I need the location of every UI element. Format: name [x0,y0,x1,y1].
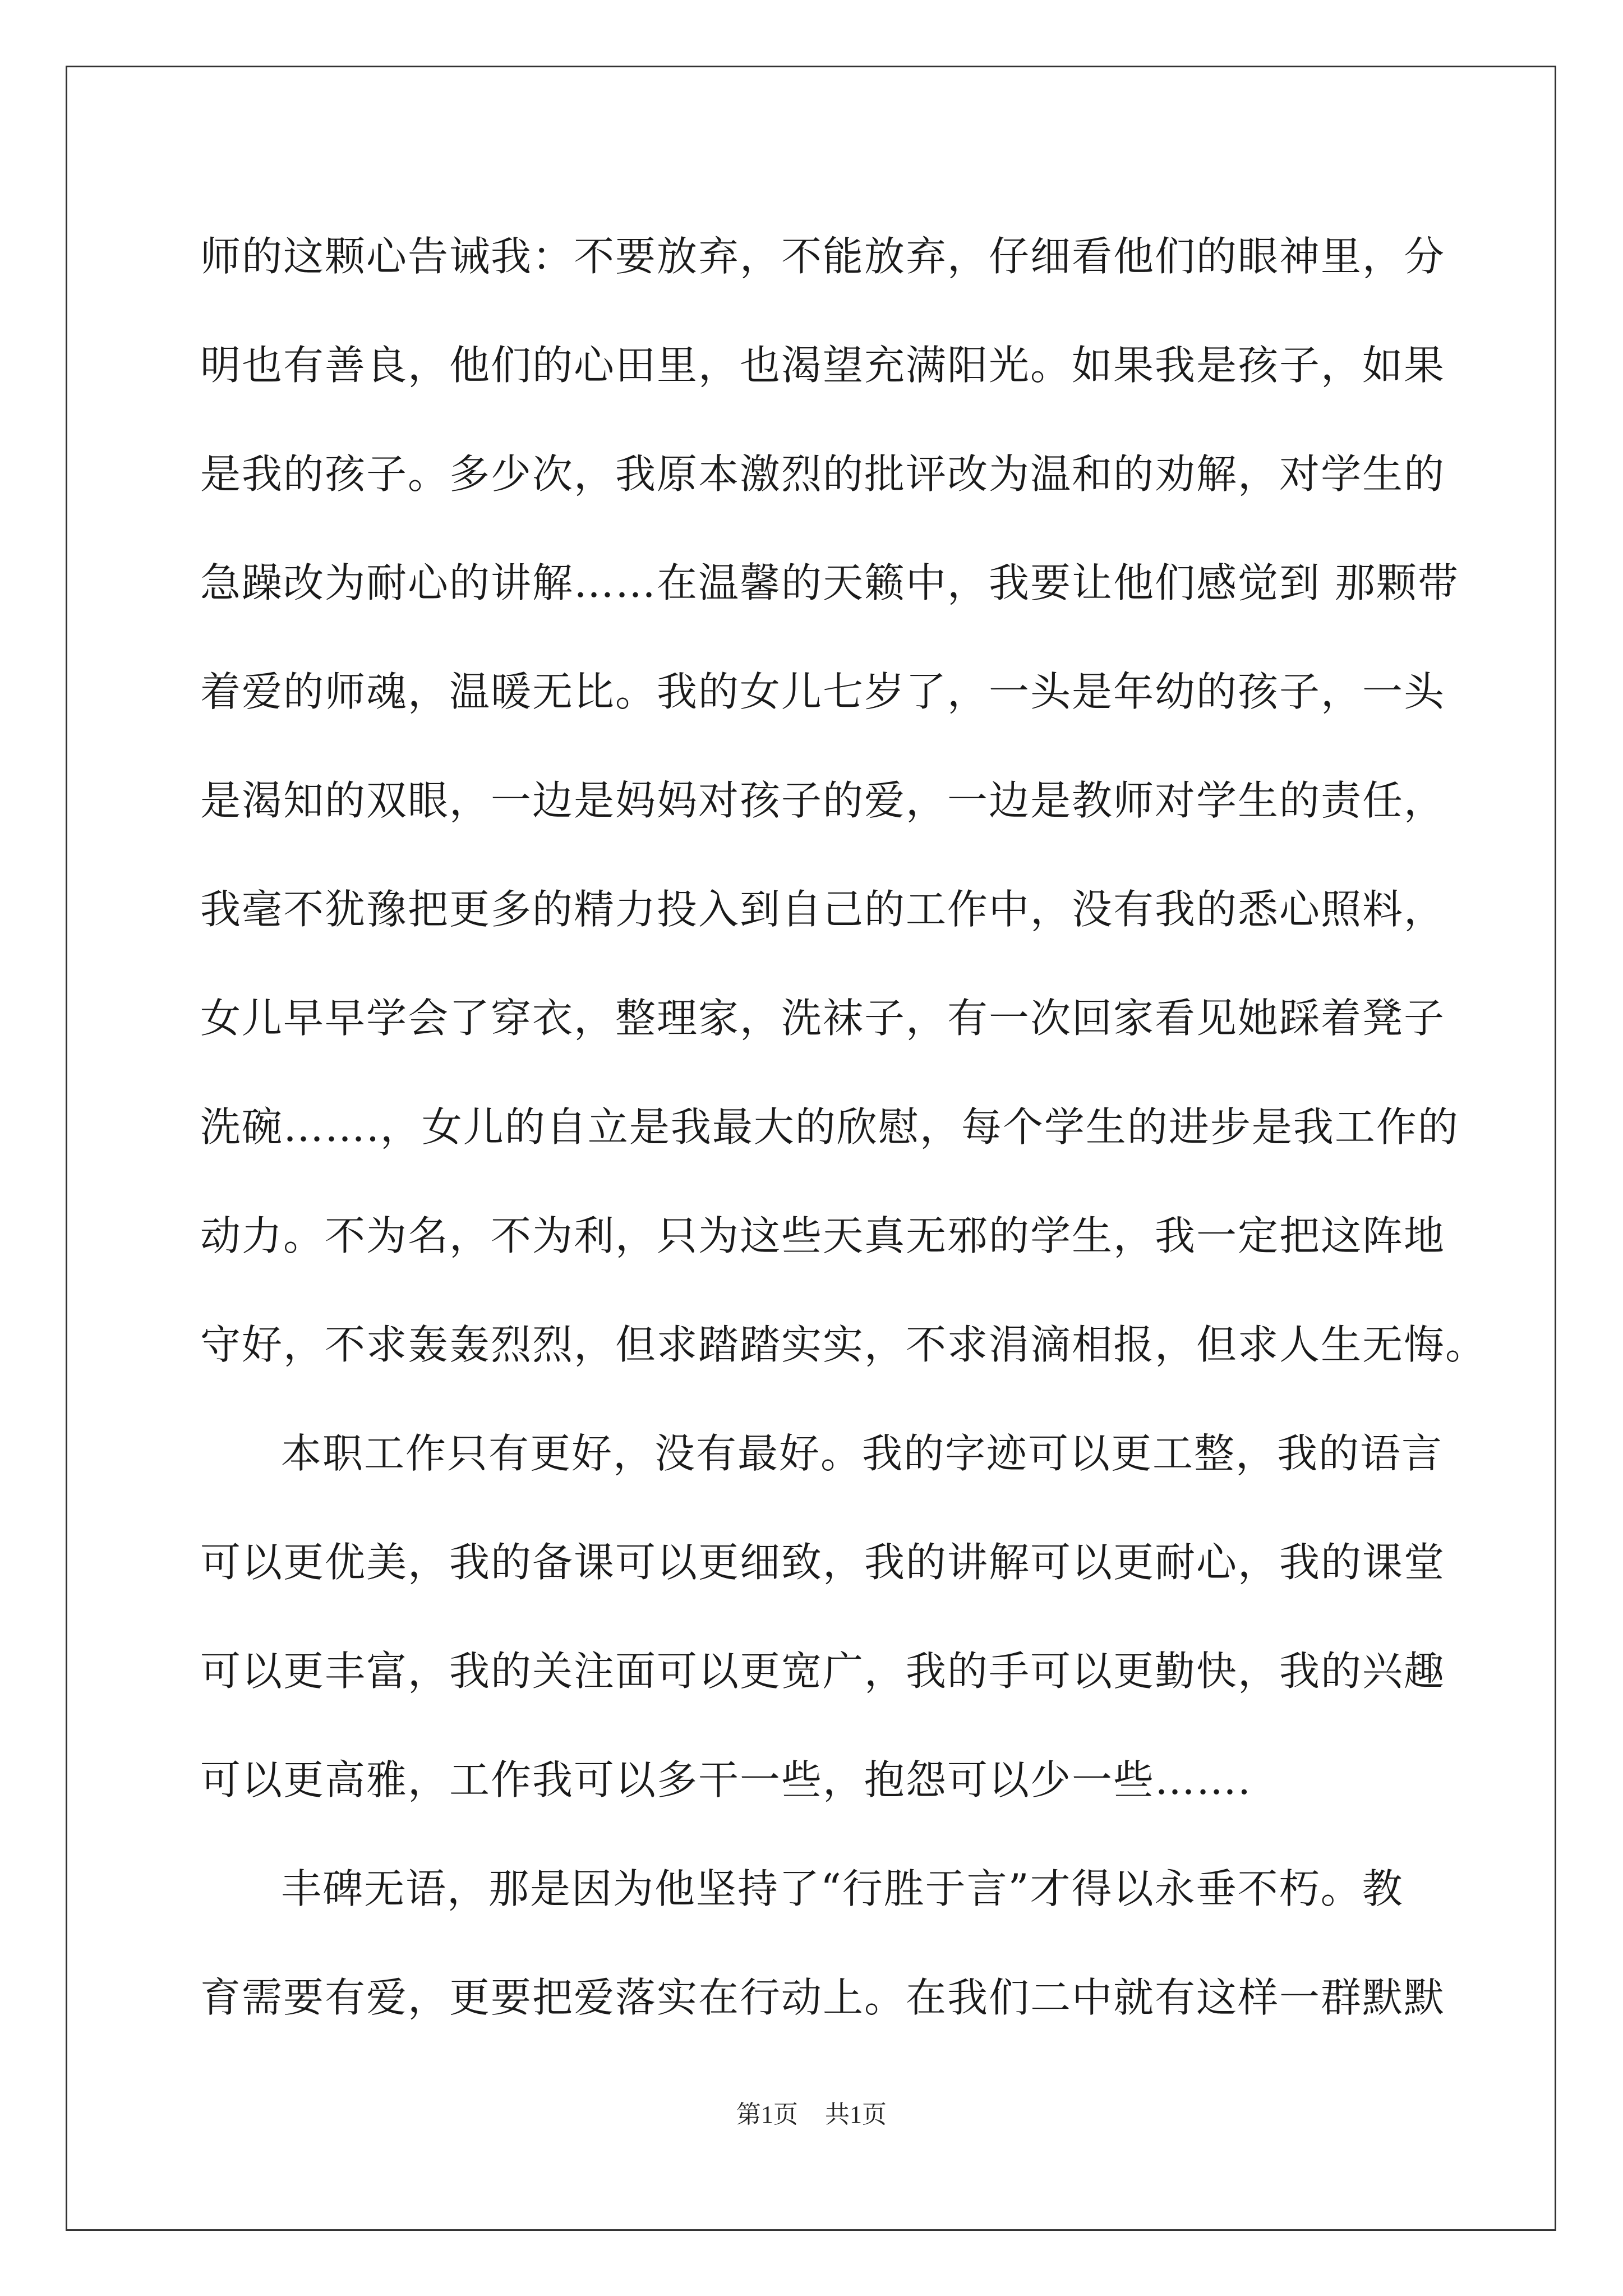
text-line: 明也有善良，他们的心田里，也渴望充满阳光。如果我是孩子，如果 [200,342,1446,389]
paragraph-start-line: 本职工作只有更好，没有最好。我的字迹可以更工整，我的语言 [281,1430,1444,1477]
page-total: 共1页 [825,2101,887,2128]
text-line: 着爱的师魂，温暖无比。我的女儿七岁了，一头是年幼的孩子，一头 [200,668,1446,715]
text-line: 守好，不求轰轰烈烈，但求踏踏实实，不求涓滴相报，但求人生无悔。 [200,1321,1487,1368]
text-line: 洗碗…….，女儿的自立是我最大的欣慰，每个学生的进步是我工作的 [200,1103,1459,1151]
document-body [200,202,1487,2052]
text-line: 动力。不为名，不为利，只为这些天真无邪的学生，我一定把这阵地 [200,1212,1446,1259]
paragraph-start-line: 丰碑无语，那是因为他坚持了“行胜于言”才得以永垂不朽。教 [281,1865,1404,1912]
text-line: 我毫不犹豫把更多的精力投入到自己的工作中，没有我的悉心照料， [200,886,1446,933]
text-line: 是渴知的双眼，一边是妈妈对孩子的爱，一边是教师对学生的责任， [200,777,1446,824]
text-line: 可以更优美，我的备课可以更细致，我的讲解可以更耐心，我的课堂 [200,1539,1446,1586]
text-line: 女儿早早学会了穿衣，整理家，洗袜子，有一次回家看见她踩着凳子 [200,995,1446,1042]
text-line: 可以更丰富，我的关注面可以更宽广，我的手可以更勤快，我的兴趣 [200,1648,1446,1695]
text-line: 育需要有爱，更要把爱落实在行动上。在我们二中就有这样一群默默 [200,1974,1446,2021]
text-line: 师的这颗心告诫我：不要放弃，不能放弃，仔细看他们的眼神里，分 [200,233,1446,280]
page-footer [0,2098,1623,2132]
text-line: 急躁改为耐心的讲解……在温馨的天籁中，我要让他们感觉到 那颗带 [200,559,1459,606]
text-line: 是我的孩子。多少次，我原本激烈的批评改为温和的劝解，对学生的 [200,450,1446,498]
text-line: 可以更高雅，工作我可以多干一些，抱怨可以少一些……. [200,1756,1252,1803]
page-number: 第1页 [736,2101,798,2128]
